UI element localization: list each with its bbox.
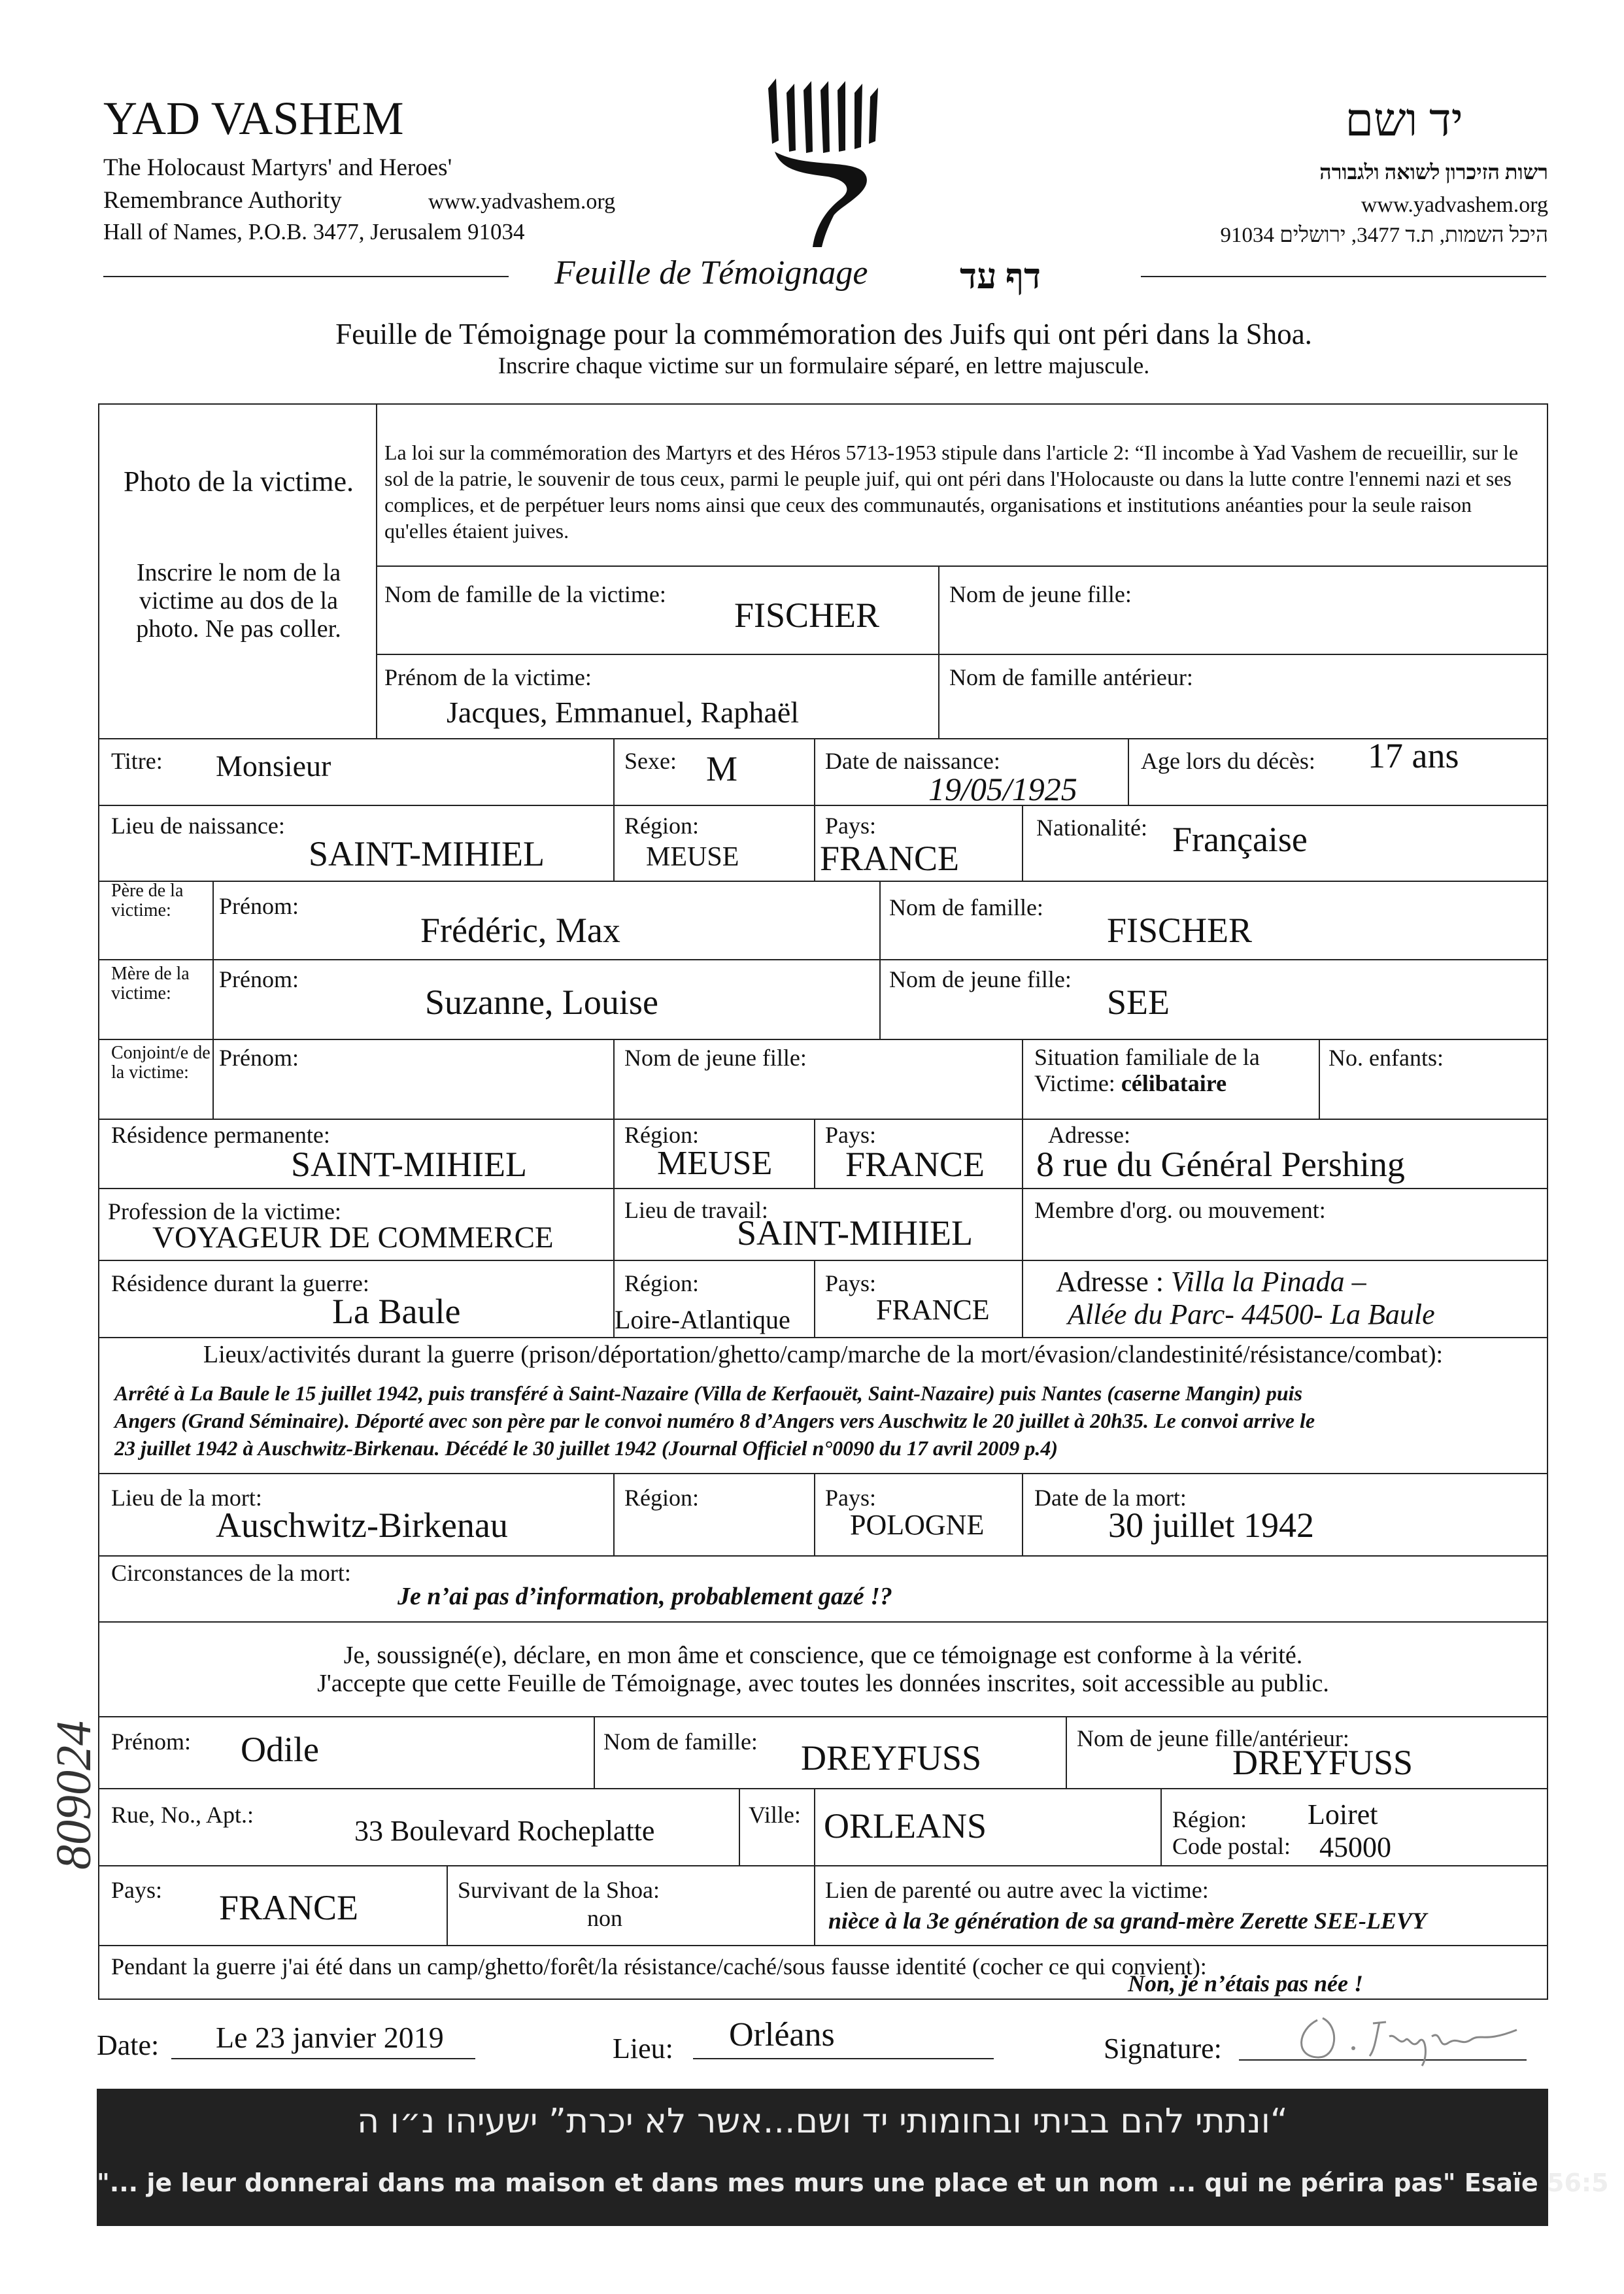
death-country[interactable]: POLOGNE	[850, 1509, 985, 1541]
mother-firstname[interactable]: Suzanne, Louise	[425, 983, 658, 1022]
victim-surname-label: Nom de famille de la victime:	[384, 581, 666, 607]
father-firstname[interactable]: Frédéric, Max	[420, 911, 620, 950]
war-address-label: Adresse :	[1056, 1266, 1164, 1298]
region[interactable]: Loiret	[1308, 1798, 1378, 1830]
photo-note: Inscrire le nom de la victime au dos de la photo. Ne pas coller.	[136, 559, 341, 643]
yad-vashem-logo	[762, 78, 879, 248]
birthplace-label: Lieu de naissance:	[111, 813, 285, 839]
victim-firstname[interactable]: Jacques, Emmanuel, Raphaël	[447, 696, 800, 729]
war-residence-label: Résidence durant la guerre:	[111, 1270, 369, 1296]
victim-surname[interactable]: FISCHER	[734, 596, 880, 635]
form-subtitle: Feuille de Témoignage pour la commémoration des Juifs qui ont péri dans la Shoa.	[335, 318, 1312, 350]
victim-prev-surname-label: Nom de famille antérieur:	[949, 664, 1193, 690]
submitter-country-label: Pays:	[111, 1877, 163, 1903]
org-address: Hall of Names, P.O.B. 3477, Jerusalem 91034	[103, 219, 525, 245]
signature-place[interactable]: Orléans	[729, 2016, 835, 2053]
residence-region[interactable]: MEUSE	[657, 1145, 773, 1182]
death-region-label: Région:	[624, 1485, 699, 1511]
org-name: YAD VASHEM	[103, 92, 404, 144]
victim-sex[interactable]: M	[706, 749, 738, 788]
death-place-label: Lieu de la mort:	[111, 1485, 262, 1511]
wartime-label: Pendant la guerre j'ai été dans un camp/ghetto/forêt/la résistance/caché/sous fausse identité (cocher ce qui convient):	[111, 1953, 1207, 1980]
dob-label: Date de naissance:	[825, 748, 1000, 774]
birth-country-label: Pays:	[825, 813, 877, 839]
father-surname-label: Nom de famille:	[889, 894, 1043, 920]
activities-label: Lieux/activités durant la guerre (prison/déportation/ghetto/camp/marche de la mort/évasion/clandestinité/résistance/combat):	[203, 1341, 1444, 1368]
street[interactable]: 33 Boulevard Rocheplatte	[354, 1815, 655, 1847]
banner-heb: “ונתתי להם בביתי ובחומותי יד ושם...אשר לא יכרת” ישעיהו נ״ו ה	[357, 2102, 1288, 2141]
submitter-surname-label: Nom de famille:	[603, 1729, 758, 1755]
street-label: Rue, No., Apt.:	[111, 1802, 254, 1828]
residence-country[interactable]: FRANCE	[845, 1145, 985, 1184]
war-address-2[interactable]: Allée du Parc- 44500- La Baule	[1068, 1298, 1435, 1330]
spouse-maiden-label: Nom de jeune fille:	[624, 1045, 807, 1071]
victim-birthplace[interactable]: SAINT-MIHIEL	[309, 834, 545, 873]
sex-label: Sexe:	[624, 748, 677, 774]
survivor[interactable]: non	[587, 1905, 622, 1931]
victim-age[interactable]: 17 ans	[1368, 736, 1459, 775]
victim-dob[interactable]: 19/05/1925	[928, 771, 1077, 807]
declaration-line2: J'accepte que cette Feuille de Témoignage, avec toutes les données inscrites, soit accessible au public.	[317, 1670, 1329, 1697]
date-label: Date:	[97, 2029, 160, 2061]
mother-maiden[interactable]: SEE	[1107, 983, 1170, 1022]
form-instructions: Inscrire chaque victime sur un formulaire séparé, en lettre majuscule.	[498, 352, 1150, 379]
victim-nationality[interactable]: Française	[1172, 820, 1308, 859]
family-status[interactable]: célibataire	[1121, 1070, 1227, 1096]
org-line1: The Holocaust Martyrs' and Heroes'	[103, 154, 452, 181]
region-label: Région:	[1172, 1806, 1247, 1832]
residence-country-label: Pays:	[825, 1122, 877, 1148]
photo-title: Photo de la victime.	[124, 465, 354, 498]
victim-title[interactable]: Monsieur	[216, 749, 331, 783]
father-firstname-label: Prénom:	[219, 893, 299, 919]
relation-label: Lien de parenté ou autre avec la victime:	[825, 1877, 1209, 1903]
birth-country[interactable]: FRANCE	[820, 839, 960, 878]
submitter-firstname[interactable]: Odile	[241, 1730, 319, 1769]
form-title-heb: דף עד	[960, 257, 1041, 296]
profession-value[interactable]: VOYAGEUR DE COMMERCE	[152, 1221, 554, 1255]
mother-firstname-label: Prénom:	[219, 966, 299, 992]
death-date[interactable]: 30 juillet 1942	[1108, 1506, 1314, 1545]
activities-line1[interactable]: Arrêté à La Baule le 15 juillet 1942, puis transféré à Saint-Nazaire (Villa de Kerfaouët, Saint-Nazaire) puis Nantes (caserne Mangin) puis	[114, 1381, 1303, 1405]
quote-banner	[97, 2089, 1609, 2226]
war-country[interactable]: FRANCE	[876, 1294, 990, 1326]
heb-org-line1: רשות הזיכרון לשואה ולגבורה	[1319, 160, 1548, 184]
place-label: Lieu:	[613, 2033, 673, 2065]
birth-region-label: Région:	[624, 813, 699, 839]
victim-firstname-label: Prénom de la victime:	[384, 664, 592, 690]
submitter-country[interactable]: FRANCE	[219, 1888, 359, 1927]
signature-image	[1291, 2010, 1527, 2069]
city[interactable]: ORLEANS	[824, 1806, 987, 1846]
margin-number: 809024	[46, 1721, 101, 1870]
spouse-side-label: Conjoint/e de la victime:	[111, 1043, 211, 1083]
residence-region-label: Région:	[624, 1122, 699, 1148]
survivor-label: Survivant de la Shoa:	[458, 1877, 660, 1903]
title-rule-left	[103, 276, 509, 277]
relation[interactable]: nièce à la 3e génération de sa grand-mère Zerette SEE-LEVY	[828, 1908, 1427, 1934]
war-region[interactable]: Loire-Atlantique	[615, 1305, 790, 1334]
profession-label: Profession de la victime:	[108, 1198, 341, 1224]
law-text: La loi sur la commémoration des Martyrs et des Héros 5713-1953 stipule dans l'article 2: “Il incombe à Yad Vashem de recueillir, sur le sol de la patrie, le souvenir de tous ceux, parmi le peuple juif, qui ont péri dans l'Holocauste ou dans la lutte contre l'ennemi nazi et ses complices, et de perpétuer leurs noms ainsi que ceux des communautés, organisations et institutions anéanties pour la seule raison qu'elles étaient juives.	[384, 441, 1519, 543]
activities-line2[interactable]: Angers (Grand Séminaire). Déporté avec son père par le convoi numéro 8 d’Angers vers Auschwitz le 20 juillet à 20h35. Le convoi arrive le	[114, 1409, 1315, 1432]
father-side-label: Père de la victime:	[111, 881, 184, 920]
org-line2: Remembrance Authority	[103, 187, 342, 214]
signature-label: Signature:	[1104, 2033, 1222, 2065]
family-status-label: Situation familiale de la Victime:	[1034, 1044, 1260, 1096]
declaration-line1: Je, soussigné(e), déclare, en mon âme et conscience, que ce témoignage est conforme à la vérité.	[343, 1642, 1303, 1669]
death-place[interactable]: Auschwitz-Birkenau	[216, 1506, 508, 1545]
wartime-answer[interactable]: Non, je n’étais pas née !	[1128, 1970, 1363, 1997]
death-country-label: Pays:	[825, 1485, 877, 1511]
father-surname[interactable]: FISCHER	[1107, 911, 1253, 950]
city-label: Ville:	[749, 1802, 801, 1828]
residence-label: Résidence permanente:	[111, 1122, 330, 1148]
circumstances-label: Circonstances de la mort:	[111, 1560, 351, 1586]
mother-side-label: Mère de la victime:	[111, 964, 190, 1004]
workplace[interactable]: SAINT-MIHIEL	[737, 1213, 973, 1253]
workplace-label: Lieu de travail:	[624, 1197, 768, 1223]
title-label: Titre:	[111, 748, 163, 774]
heb-website[interactable]: www.yadvashem.org	[1361, 193, 1548, 217]
residence-address[interactable]: 8 rue du Général Pershing	[1036, 1145, 1405, 1184]
banner-fr: "... je leur donnerai dans ma maison et dans mes murs une place et un nom ... qui ne périra pas" Esaïe 56:5	[97, 2168, 1609, 2197]
children-label: No. enfants:	[1328, 1045, 1444, 1071]
title-rule-right	[1141, 276, 1546, 277]
submitter-maiden-label: Nom de jeune fille/antérieur:	[1077, 1725, 1349, 1751]
activities-line3[interactable]: 23 juillet 1942 à Auschwitz-Birkenau. Décédé le 30 juillet 1942 (Journal Officiel n°0090 du 17 avril 2009 p.4)	[114, 1436, 1058, 1460]
signature-date[interactable]: Le 23 janvier 2019	[216, 2021, 444, 2054]
war-address-line1	[1056, 1265, 1366, 1298]
birth-region[interactable]: MEUSE	[646, 842, 739, 872]
residence-address-label: Adresse:	[1048, 1122, 1130, 1148]
war-residence-city[interactable]: La Baule	[332, 1292, 461, 1331]
postal[interactable]: 45000	[1319, 1831, 1391, 1863]
circumstances[interactable]: Je n’ai pas d’information, probablement gazé !?	[398, 1583, 892, 1610]
death-date-label: Date de la mort:	[1034, 1485, 1187, 1511]
age-label: Age lors du décès:	[1141, 748, 1315, 774]
heb-org-name: יד ושם	[1345, 95, 1463, 146]
mother-maiden-label: Nom de jeune fille:	[889, 966, 1072, 992]
heb-address: היכל השמות, ת.ד 3477, ירושלים 91034	[1220, 224, 1548, 247]
member-label: Membre d'org. ou mouvement:	[1034, 1197, 1326, 1223]
victim-maiden-label: Nom de jeune fille:	[949, 581, 1132, 607]
war-country-label: Pays:	[825, 1270, 877, 1296]
war-address-1[interactable]: Villa la Pinada –	[1170, 1266, 1366, 1298]
submitter-surname[interactable]: DREYFUSS	[801, 1738, 982, 1778]
nationality-label: Nationalité:	[1036, 815, 1147, 841]
submitter-firstname-label: Prénom:	[111, 1729, 191, 1755]
org-website[interactable]: www.yadvashem.org	[428, 190, 616, 214]
form-title: Feuille de Témoignage	[554, 254, 868, 292]
submitter-maiden[interactable]: DREYFUSS	[1232, 1743, 1413, 1782]
family-status-block	[1034, 1044, 1315, 1096]
residence-city[interactable]: SAINT-MIHIEL	[291, 1145, 527, 1184]
postal-label: Code postal:	[1172, 1833, 1291, 1859]
spouse-firstname-label: Prénom:	[219, 1045, 299, 1071]
war-region-label: Région:	[624, 1270, 699, 1296]
